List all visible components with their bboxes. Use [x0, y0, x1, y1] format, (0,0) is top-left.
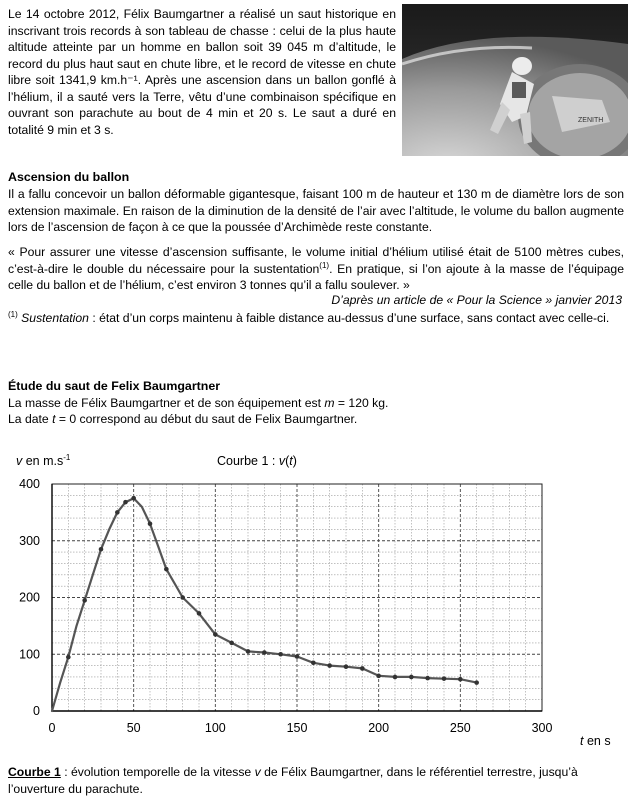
mass-line: La masse de Félix Baumgartner et de son équipement est m = 120 kg.	[8, 396, 389, 410]
data-point	[123, 500, 128, 505]
data-point	[262, 650, 267, 655]
data-point	[474, 680, 479, 685]
x-tick-label: 0	[48, 721, 56, 735]
data-point	[99, 547, 104, 552]
data-point	[197, 611, 202, 616]
data-point	[458, 677, 463, 682]
x-tick-label: 300	[531, 721, 553, 735]
chart-caption: Courbe 1 : évolution temporelle de la vitesse v de Félix Baumgartner, dans le référentiel terrestre, jusqu’à l’ouverture du parachute.	[8, 765, 578, 796]
data-point	[148, 521, 153, 526]
footnote: $^{(1)}$ Sustentation : état d’un corps maintenu à faible distance au-dessus d’une surface, sans contact avec celle-ci.	[8, 309, 610, 325]
data-point	[311, 660, 316, 665]
x-tick-label: 150	[286, 721, 308, 735]
data-point	[360, 666, 365, 671]
y-tick-label: 300	[19, 533, 40, 548]
y-tick-label: 0	[33, 704, 40, 718]
jump-photo	[402, 4, 628, 156]
y-axis-label: v en $m.s^{-1}$	[16, 453, 71, 468]
data-point	[278, 652, 283, 657]
ascension-paragraph: Il a fallu concevoir un ballon déformable gigantesque, faisant 100 m de hauteur et 130 m de diamètre lors de son extension maximale. En raison de la diminution de la densité de l’air avec l’altitude, le volume du ballon augmente lors de l’ascension de façon à ce que la poussée d’Archimède reste constante.	[8, 187, 624, 235]
x-tick-label: 100	[204, 721, 226, 735]
ascension-quote: « Pour assurer une vitesse d’ascension suffisante, le volume initial d’hélium utilisé était de 5100 mètres cubes, c’est-à-dire le double du nécessaire pour la sustentation$^{(1)}$. En pratique, si l’on ajoute à la masse de l’équipage celle du ballon et de l’hélium, c’est environ 3 tonnes qu’il a fallu soulever. »	[8, 245, 624, 293]
data-point	[180, 595, 185, 600]
ascension-title: Ascension du ballon	[8, 170, 130, 184]
data-point	[164, 567, 169, 572]
etude-title: Étude du saut de Felix Baumgartner	[8, 379, 221, 393]
capsule-brand-text: ZENITH	[578, 117, 604, 124]
data-point	[213, 632, 218, 637]
data-point	[66, 655, 71, 660]
intro-paragraph: Le 14 octobre 2012, Félix Baumgartner a réalisé un saut historique en inscrivant trois records à son tableau de chasse : celui de la plus haute altitude atteinte par un homme en ballon soit 39 045 m d’altitude, le record du plus haut saut en chute libre, et le record de vitesse en chute libre soit 1341,9 km.h⁻¹. Après une ascension dans un ballon gonflé à l’hélium, il a sauté vers la Terre, vêtu d’une combinaison spécifique en ouvrant son parachute au bout de 4 min et 20 s. Le saut a duré en totalité 9 min et 3 s.	[8, 7, 396, 137]
data-point	[344, 664, 349, 669]
data-point	[409, 675, 414, 680]
date-line: La date t = 0 correspond au début du saut de Felix Baumgartner.	[8, 412, 358, 426]
x-tick-label: 250	[449, 721, 471, 735]
velocity-chart	[0, 440, 634, 760]
x-tick-label: 200	[368, 721, 390, 735]
x-tick-label: 50	[126, 721, 141, 735]
y-tick-label: 400	[19, 477, 40, 491]
data-point	[442, 676, 447, 681]
source-citation: D’après un article de « Pour la Science » janvier 2013	[331, 293, 622, 307]
y-tick-label: 200	[19, 590, 40, 605]
data-point	[246, 649, 251, 654]
data-point	[131, 496, 136, 501]
data-point	[229, 641, 234, 646]
data-point	[295, 654, 300, 659]
data-point	[376, 674, 381, 679]
data-point	[425, 676, 430, 681]
data-point	[82, 598, 87, 603]
data-point	[115, 510, 120, 515]
y-tick-label: 100	[19, 647, 40, 662]
data-point	[393, 675, 398, 680]
chart-title: Courbe 1 : v(t)	[217, 454, 297, 468]
x-axis-label: t en s	[580, 734, 611, 748]
data-point	[327, 663, 332, 668]
